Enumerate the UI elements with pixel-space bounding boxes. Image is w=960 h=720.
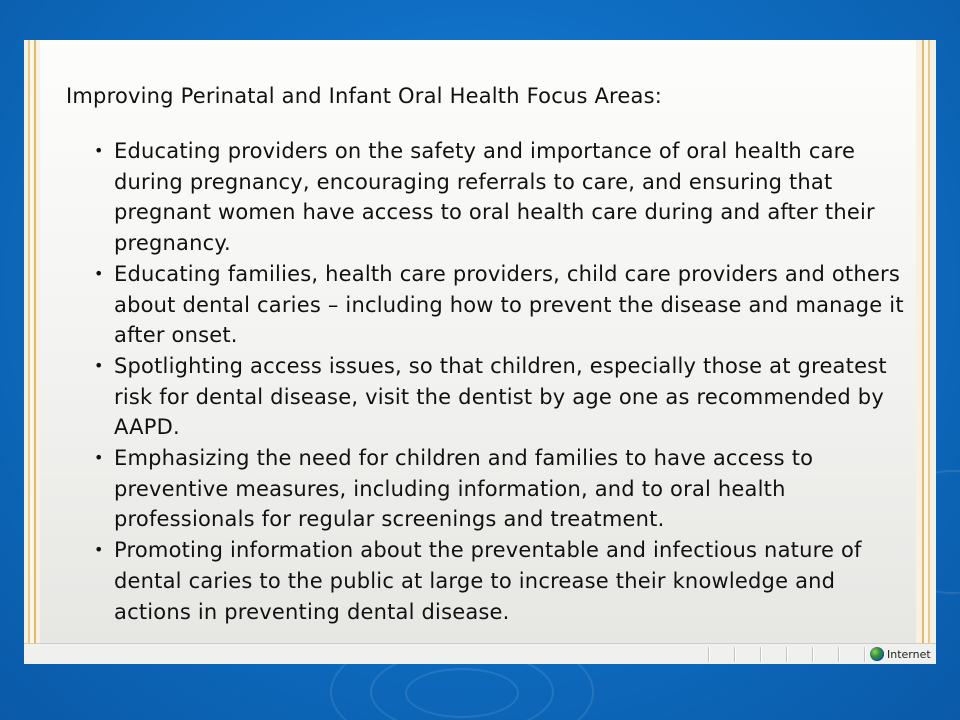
- list-item-text: Educating providers on the safety and importance of oral health care during pregnancy, encouraging referrals to care, and ensuring that pregnant women have access to oral health care during and after their pregnancy.: [114, 139, 875, 256]
- status-divider: [708, 647, 710, 662]
- page-border-right: [916, 40, 936, 644]
- bullet-icon: •: [94, 448, 104, 468]
- list-item: [90, 443, 910, 535]
- bullet-icon: •: [94, 263, 104, 283]
- browser-window: [24, 40, 936, 664]
- status-bar: [24, 643, 936, 664]
- list-item: [90, 136, 910, 259]
- status-divider: [838, 647, 840, 662]
- list-item: [90, 351, 910, 443]
- zone-label: Internet: [887, 647, 931, 661]
- list-item-text: Spotlighting access issues, so that children, especially those at greatest risk for dental disease, visit the dentist by age one as recommended by AAPD.: [114, 353, 887, 440]
- bullet-icon: •: [94, 540, 104, 560]
- list-item-text: Promoting information about the preventable and infectious nature of dental caries to the public at large to increase their knowledge and actions in preventing dental disease.: [114, 538, 862, 624]
- status-divider: [786, 647, 788, 662]
- globe-icon: [870, 647, 884, 661]
- bullet-icon: •: [94, 355, 104, 375]
- list-item: [90, 535, 910, 627]
- bullet-icon: •: [94, 141, 104, 160]
- status-divider: [760, 647, 762, 662]
- status-divider: [812, 647, 814, 662]
- page-heading: Improving Perinatal and Infant Oral Health Focus Areas:: [66, 84, 663, 108]
- focus-areas-list: [90, 136, 910, 627]
- list-item-text: Emphasizing the need for children and families to have access to preventive measures, including information, and to oral health professionals for regular screenings and treatment.: [114, 446, 814, 532]
- ripple-decoration: [405, 668, 519, 718]
- status-divider: [864, 647, 866, 662]
- page-content: [40, 40, 916, 644]
- security-zone[interactable]: [870, 645, 931, 663]
- status-divider: [734, 647, 736, 662]
- page-border-left: [24, 40, 40, 644]
- list-item: [90, 259, 910, 351]
- list-item-text: Educating families, health care providers, child care providers and others about dental caries – including how to prevent the disease and manage it after onset.: [114, 261, 904, 348]
